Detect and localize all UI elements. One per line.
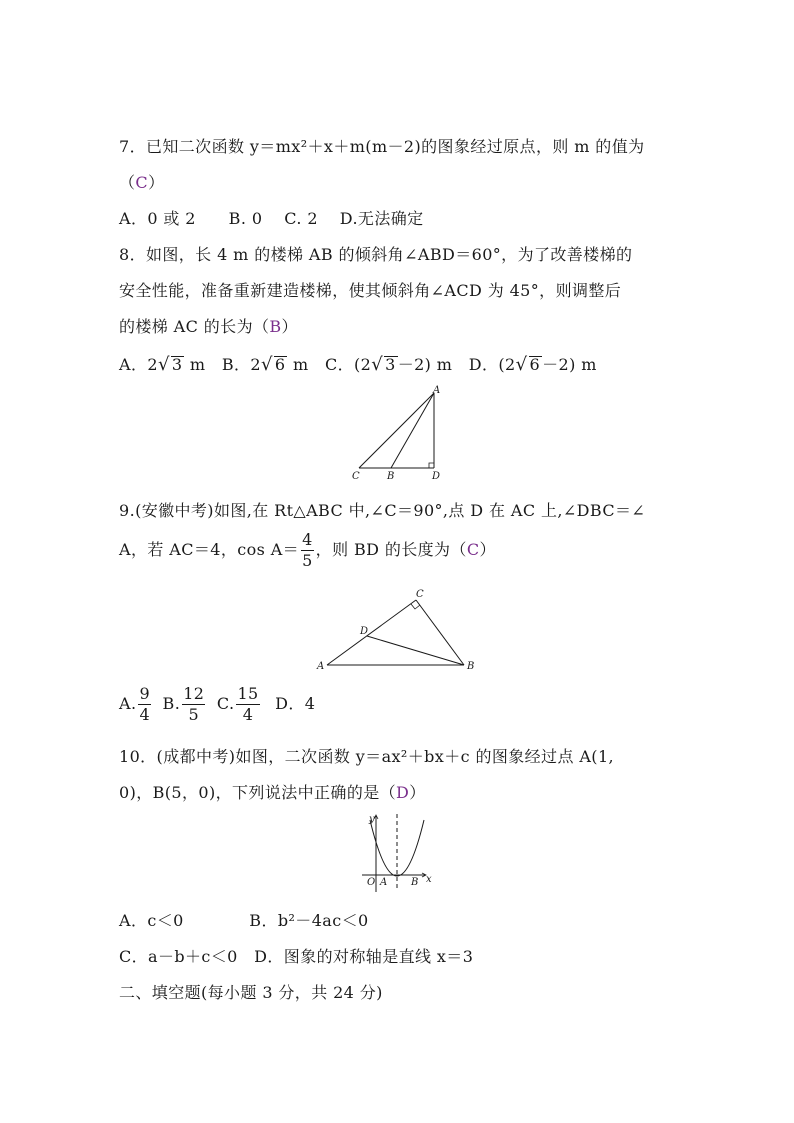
q7-options: A．0 或 2 B. 0 C. 2 D.无法确定: [119, 209, 424, 228]
sqrt-icon: √: [157, 354, 170, 375]
q9-opt-c: C.: [216, 694, 235, 713]
q8-label-b: B: [387, 471, 395, 482]
q8-opt-c: m C．(2: [287, 355, 372, 374]
q8-options: [119, 352, 597, 375]
q7-text: 7．已知二次函数 y＝mx²＋x＋m(m－2)的图象经过原点，则 m 的值为: [119, 137, 645, 156]
q9-opt-c-fraction: [236, 684, 259, 725]
q8-line3-suffix: ）: [281, 317, 298, 336]
q9-line-ac: [327, 600, 416, 665]
q9-line-db: [367, 636, 464, 665]
q9-opt-c-num: 15: [237, 684, 259, 703]
q10-label-y: y: [369, 814, 375, 825]
q8-opt-a-radicand: 3: [171, 355, 183, 374]
q9-label-a: A: [317, 661, 325, 672]
right-angle-icon: [411, 604, 420, 609]
q10-line2-suffix: ）: [409, 783, 426, 802]
q8-label-d: D: [432, 471, 441, 482]
q7-answer-close: ）: [148, 173, 165, 192]
q9-opt-a-fraction: [138, 684, 151, 725]
q9-options: [119, 684, 315, 725]
q10-options-cd: C．a－b＋c＜0 D．图象的对称轴是直线 x＝3: [119, 947, 474, 966]
q9-opt-b: B.: [162, 694, 181, 713]
q9-opt-a-den: 4: [139, 705, 151, 724]
q7-answer-line: [119, 170, 164, 193]
q9-line2-suffix: ）: [479, 540, 496, 559]
q10-label-o: O: [367, 877, 376, 888]
q8-line-ab: [391, 393, 434, 468]
q9-opt-b-num: 12: [183, 684, 205, 703]
section-2-title: 二、填空题(每小题 3 分，共 24 分): [119, 983, 383, 1002]
q9-opt-a: A.: [119, 694, 137, 713]
q7-stem: [119, 134, 645, 157]
sqrt-icon: √: [515, 354, 528, 375]
q10-label-b: B: [411, 877, 419, 888]
q8-answer: B: [269, 317, 282, 336]
q9-figure: [312, 584, 487, 674]
q8-opt-b-radicand: 6: [274, 355, 286, 374]
q9-opt-b-den: 5: [188, 705, 200, 724]
q9-cos-fraction: [301, 530, 314, 571]
q9-opt-a-num: 9: [139, 684, 151, 703]
q8-line3-prefix: 的楼梯 AC 的长为（: [119, 317, 270, 336]
q10-line1: 10．(成都中考)如图，二次函数 y＝ax²＋bx＋c 的图象经过点 A(1,: [119, 747, 615, 766]
q10-label-x: x: [426, 874, 432, 885]
q9-opt-c-den: 4: [242, 705, 254, 724]
q9-opt-b-fraction: [182, 684, 205, 725]
q9-line2-mid: ，则 BD 的长度为（: [315, 540, 467, 559]
q9-line-cb: [416, 600, 464, 665]
q8-label-a: A: [433, 385, 441, 396]
q10-label-a: A: [380, 877, 388, 888]
q10-line2: [119, 780, 426, 803]
q8-opt-a: A．2: [119, 355, 158, 374]
q8-line3: [119, 314, 298, 337]
q8-figure: [345, 384, 450, 484]
q8-opt-d-radicand: 6: [529, 355, 541, 374]
q9-opt-d: D．4: [275, 694, 316, 713]
q7-answer-open: （: [119, 173, 136, 192]
q8-line-ac: [359, 393, 434, 468]
q9-label-b: B: [467, 661, 475, 672]
q8-opt-c-radicand: 3: [385, 355, 396, 374]
q9-label-c: C: [416, 589, 424, 600]
q8-opt-b: m B．2: [184, 355, 262, 374]
q9-answer: C: [466, 540, 480, 559]
q9-line2: [119, 530, 496, 571]
q9-line2-prefix: A，若 AC＝4，cos A＝: [119, 540, 300, 559]
sqrt-icon: √: [371, 354, 384, 375]
q9-label-d: D: [360, 626, 369, 637]
q10-figure: [358, 812, 438, 894]
q8-opt-d: －2) m D．(2: [397, 355, 516, 374]
q8-label-c: C: [352, 471, 360, 482]
q10-answer: D: [396, 783, 410, 802]
q9-line1: 9.(安徽中考)如图,在 Rt△ABC 中,∠C＝90°,点 D 在 AC 上,∠DBC＝∠: [119, 501, 646, 520]
q8-line2: 安全性能，准备重新建造楼梯，使其倾斜角∠ACD 为 45°，则调整后: [119, 281, 622, 300]
q10-line2-prefix: 0)，B(5，0)，下列说法中正确的是（: [119, 783, 397, 802]
sqrt-icon: √: [261, 354, 273, 375]
q9-cos-den: 5: [302, 551, 313, 570]
q9-cos-num: 4: [302, 530, 313, 549]
right-angle-icon: [429, 463, 434, 468]
q10-options-ab: A．c＜0 B．b²－4ac＜0: [119, 911, 369, 930]
q8-line1: 8．如图，长 4 m 的楼梯 AB 的倾斜角∠ABD＝60°，为了改善楼梯的: [119, 245, 633, 264]
q8-opt-d-tail: －2) m: [542, 355, 597, 374]
q7-answer: C: [135, 173, 149, 192]
